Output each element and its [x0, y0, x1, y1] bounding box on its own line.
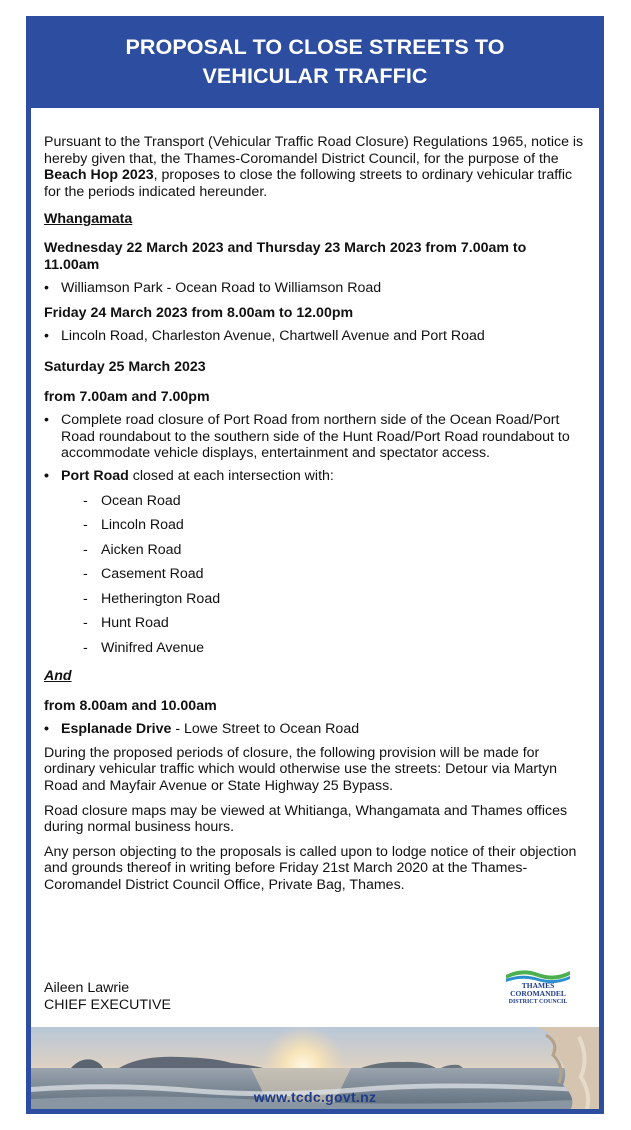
beach-photo [31, 1027, 599, 1109]
bullet-icon: • [44, 280, 49, 297]
period3-heading: Saturday 25 March 2023 [44, 358, 206, 375]
notice-header [26, 16, 604, 108]
detour-paragraph: During the proposed periods of closure, the following provision will be made for ordinary vehicular traffic which would otherwise use the streets: Detour via Martyn Road and Mayfair Avenue or State Highway 25 Bypass. [44, 744, 558, 794]
logo-line-1: THAMES [521, 981, 555, 990]
and-label: And [44, 668, 72, 684]
logo-line-2: COROMANDEL [510, 989, 566, 998]
dash-icon: - [83, 517, 88, 533]
period4-heading: from 8.00am and 10.00am [44, 697, 217, 714]
signatory-name: Aileen Lawrie [44, 980, 130, 996]
notice-title [95, 33, 535, 91]
intersection-list [44, 493, 584, 665]
event-name: Beach Hop 2023 [44, 167, 154, 184]
period3-bullet-closure: • Complete road closure of Port Road from northern side of the Ocean Road/Port Road roundabout to the southern side of the Hunt Road/Port Road roundabout to accommodate vehicle displays, entertainment and spectator access. [44, 412, 570, 462]
notice-frame [26, 16, 604, 1114]
list-item: - Casement Road [83, 566, 204, 582]
logo-line-3: DISTRICT COUNCIL [508, 999, 568, 1005]
period2-bullet: • Lincoln Road, Charleston Avenue, Chartwell Avenue and Port Road [44, 328, 485, 345]
period1-bullet: • Williamson Park - Ocean Road to Williamson Road [44, 280, 382, 297]
title-line-2: VEHICULAR TRAFFIC [202, 64, 428, 88]
list-item: - Winifred Avenue [83, 639, 205, 656]
website-url[interactable]: www.tcdc.govt.nz [253, 1089, 377, 1105]
dash-icon: - [83, 615, 88, 631]
dash-icon: - [83, 492, 88, 509]
objection-paragraph: Any person objecting to the proposals is called upon to lodge notice of their objection and grounds thereof in writing before Friday 21st March 2020 at the Thames-Coromandel District Council Office, Private Bag, Thames. [44, 843, 577, 893]
signatory-title: CHIEF EXECUTIVE [44, 996, 171, 1013]
list-item: - Lincoln Road [83, 517, 184, 533]
list-item: - Hetherington Road [83, 590, 221, 607]
bullet-icon: • [44, 328, 49, 345]
period3-bullet-port-road: • Port Road closed at each intersection with: [44, 467, 334, 484]
dash-icon: - [83, 541, 88, 558]
period4-bullet: • Esplanade Drive - Lowe Street to Ocean Road [44, 721, 360, 738]
council-logo-icon [498, 966, 578, 1008]
notice-body [31, 108, 599, 1109]
list-item: - Hunt Road [83, 615, 169, 631]
bullet-icon: • [44, 467, 49, 484]
bullet-icon: • [44, 412, 49, 429]
signature-block [44, 980, 171, 1013]
list-item: - Ocean Road [83, 492, 181, 509]
period1-heading: Wednesday 22 March 2023 and Thursday 23 March 2023 from 7.00am to 11.00am [44, 239, 527, 273]
period2-heading: Friday 24 March 2023 from 8.00am to 12.00pm [44, 304, 354, 321]
dash-icon: - [83, 590, 88, 607]
dash-icon: - [83, 566, 88, 582]
title-line-1: PROPOSAL TO CLOSE STREETS TO [125, 35, 505, 59]
list-item: - Aicken Road [83, 541, 182, 558]
location-heading: Whangamata [44, 211, 133, 228]
bullet-icon: • [44, 721, 49, 738]
intro-paragraph: Pursuant to the Transport (Vehicular Traffic Road Closure) Regulations 1965, notice is hereby given that, the Thames-Coromandel District Council, for the purpose of the Beach Hop 2023, proposes to close the following streets to ordinary vehicular traffic for the periods indicated hereunder. [44, 134, 584, 200]
period3-subheading: from 7.00am and 7.00pm [44, 388, 210, 405]
notice-content [44, 134, 584, 894]
dash-icon: - [83, 639, 88, 656]
maps-paragraph: Road closure maps may be viewed at Whitianga, Whangamata and Thames offices during normal business hours. [44, 802, 568, 836]
